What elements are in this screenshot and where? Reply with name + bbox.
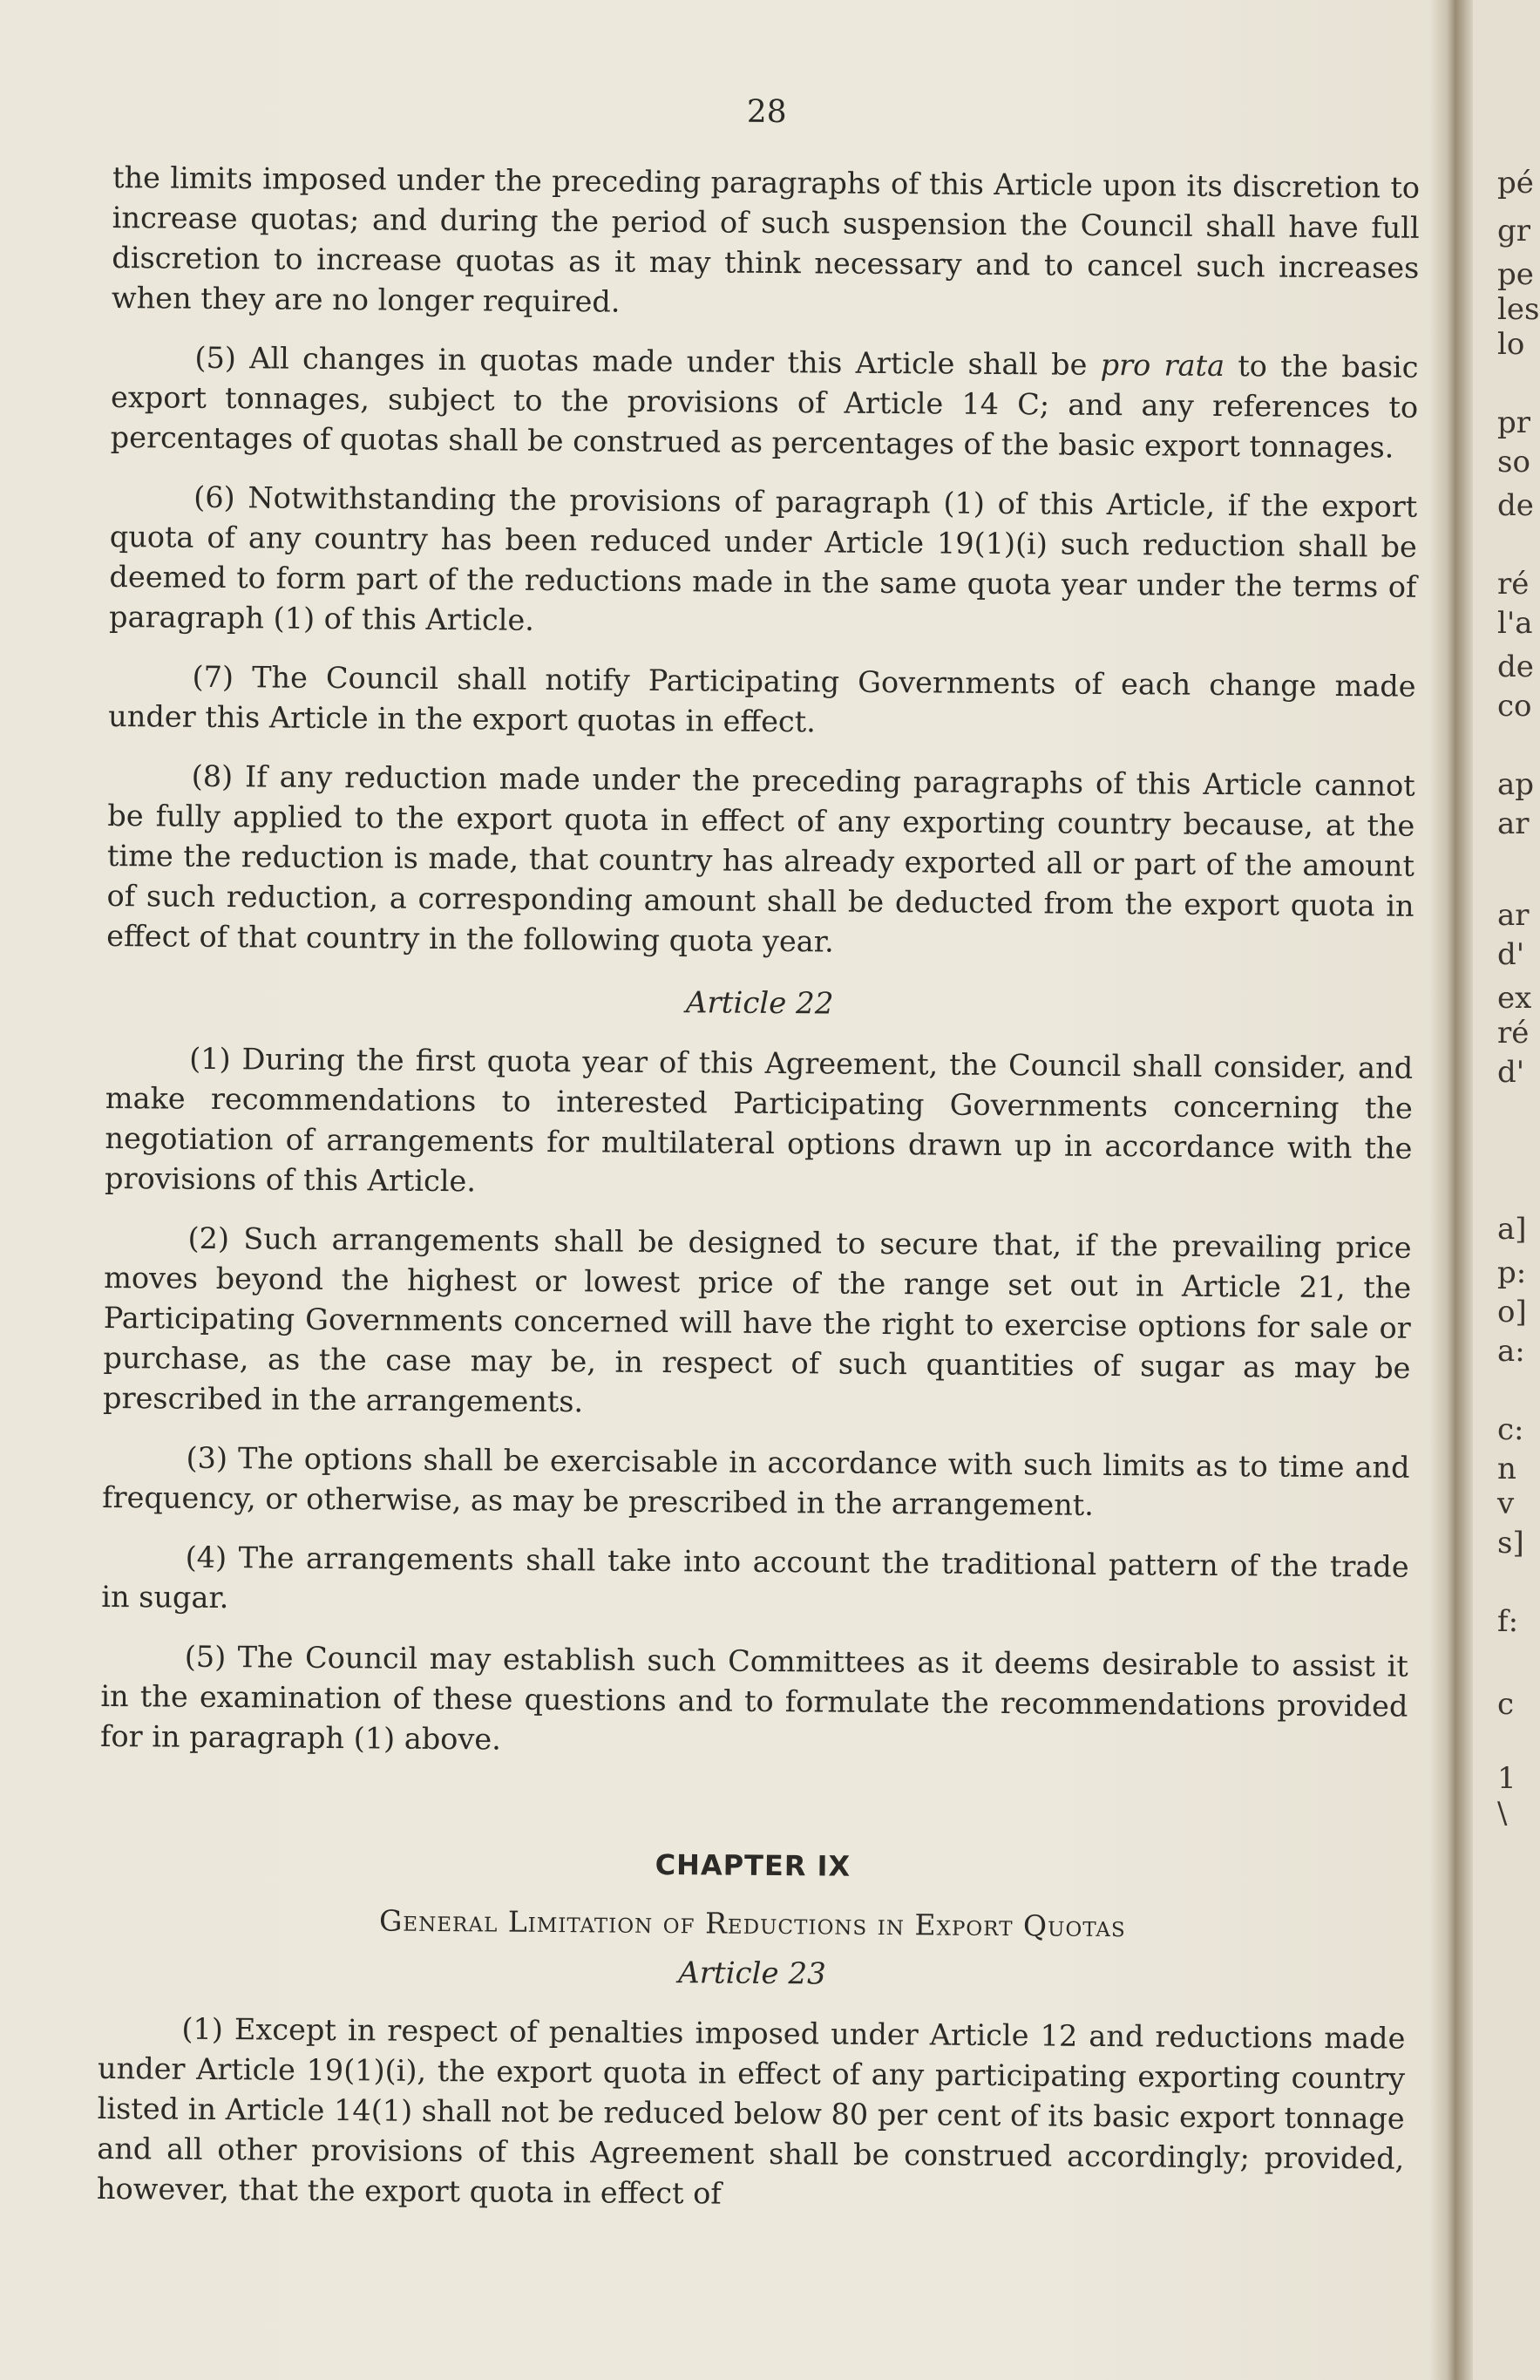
article-22-paragraph-3: (3) The options shall be exercisable in accordance with such limits as to time and frequency, or otherwise, as may be prescribed in the arrangement.: [102, 1440, 1410, 1522]
facing-page-fragment: c: [1497, 1687, 1515, 1722]
page-number: 28: [746, 93, 787, 131]
facing-page-fragment: o]: [1497, 1295, 1527, 1329]
facing-page-fragment: pé: [1497, 166, 1534, 201]
article-22-paragraph-2: (2) Such arrangements shall be designed to secure that, if the prevailing price moves beyond the highest or lowest price of the range set out in Article 21, the Participating Governments concerned will have the right to exercise options for sale or purchase, as the case may be, in respect of such quantities of sugar as may be prescribed in the arrangements.: [102, 1221, 1412, 1419]
chapter-label: CHAPTER IX: [655, 1847, 851, 1883]
facing-page-fragment: de: [1497, 649, 1534, 684]
article-22-paragraph-1: (1) During the first quota year of this Agreement, the Council shall consider, and make recommendations to interested Participating Governments concerning the negotiation of arrangements for multilateral options drawn up in accordance with the provisions of this Article.: [104, 1041, 1414, 1199]
book-gutter: [1429, 0, 1473, 2380]
facing-page-fragment: ex: [1497, 981, 1532, 1016]
facing-page-fragment: ré: [1497, 1016, 1530, 1051]
facing-page-fragment: 1: [1497, 1761, 1516, 1796]
facing-page-fragment: lo: [1497, 327, 1525, 362]
facing-page-edge: [1473, 0, 1540, 2380]
facing-page-fragment: les: [1497, 292, 1540, 327]
facing-page-fragment: a:: [1497, 1334, 1525, 1369]
article-22-paragraph-5: (5) The Council may establish such Committees as it deems desirable to assist it in the examination of these questions and to formulate the recommendations provided for in paragraph (1) above.: [99, 1639, 1408, 1757]
facing-page-fragment: ar: [1497, 806, 1530, 841]
facing-page-fragment: p:: [1497, 1255, 1527, 1290]
article-23-heading: Article 23: [678, 1955, 826, 1992]
facing-page-fragment: c:: [1497, 1412, 1524, 1447]
facing-page-fragment: pr: [1497, 405, 1531, 440]
facing-page-fragment: ar: [1497, 898, 1530, 933]
facing-page-fragment: l'a: [1497, 606, 1533, 641]
facing-page-fragment: s]: [1497, 1526, 1524, 1561]
chapter-title: General Limitation of Reductions in Export Quotas: [378, 1903, 1126, 1944]
facing-page-fragment: de: [1497, 488, 1534, 523]
facing-page-fragment: d': [1497, 1055, 1525, 1090]
article-22-paragraph-4: (4) The arrangements shall take into account the traditional pattern of the trade in sugar.: [101, 1540, 1409, 1615]
paragraph-6: (6) Notwithstanding the provisions of paragraph (1) of this Article, if the export quota of any country has been reduced under Article 19(1)(i) such reduction shall be deemed to form part of the reductions made in the same quota year under the terms of paragraph (1) of this Article.: [108, 479, 1418, 637]
facing-page-fragment: gr: [1497, 214, 1531, 248]
paragraph-7: (7) The Council shall notify Participating Governments of each change made under this Article in the export quotas in effect.: [108, 659, 1416, 739]
paragraph-8: (8) If any reduction made under the preceding paragraphs of this Article cannot be fully applied to the export quota in effect of any exporting country because, at the time the reduction is made, that country has already exported all or part of the amount of such reduction, a corresponding amount shall be deducted from the export quota in effect of that country in the following quota year.: [106, 758, 1415, 959]
facing-page-fragment: pe: [1497, 257, 1534, 292]
paragraph-continuation: the limits imposed under the preceding paragraphs of this Article upon its discretion to increase quotas; and during the period of such suspension the Council shall have full discretion to increase quotas as it may think necessary and to cancel such increases when they are no longer required.: [111, 160, 1421, 319]
facing-page-fragment: d': [1497, 937, 1525, 972]
facing-page-fragment: \: [1497, 1796, 1508, 1831]
paragraph-5: (5) All changes in quotas made under this Article shall be pro rata to the basic export tonnages, subject to the provisions of Article 14 C; and any references to percentages of quotas shall be construed as percentages of the basic export tonnages.: [110, 340, 1419, 465]
facing-page-fragment: so: [1497, 445, 1530, 479]
facing-page-fragment: co: [1497, 689, 1532, 724]
facing-page-fragment: ré: [1497, 567, 1530, 602]
facing-page-fragment: ap: [1497, 767, 1535, 802]
facing-page-fragment: f:: [1497, 1604, 1519, 1639]
facing-page-fragment: v: [1497, 1486, 1515, 1521]
article-23-paragraph-1: (1) Except in respect of penalties imposed under Article 12 and reductions made under Article 19(1)(i), the export quota in effect of any participating exporting country listed in Article 14(1) shall not be reduced below 80 per cent of its basic export tonnage and all other provisions of this Agreement shall be construed accordingly; provided, however, that the export quota in effect of: [96, 2011, 1406, 2211]
facing-page-fragment: n: [1497, 1452, 1516, 1486]
pro-rata-emphasis: pro rata: [1100, 347, 1225, 384]
facing-page-fragment: a]: [1497, 1212, 1527, 1247]
article-22-heading: Article 22: [685, 985, 834, 1022]
page-content: [97, 78, 1421, 2239]
